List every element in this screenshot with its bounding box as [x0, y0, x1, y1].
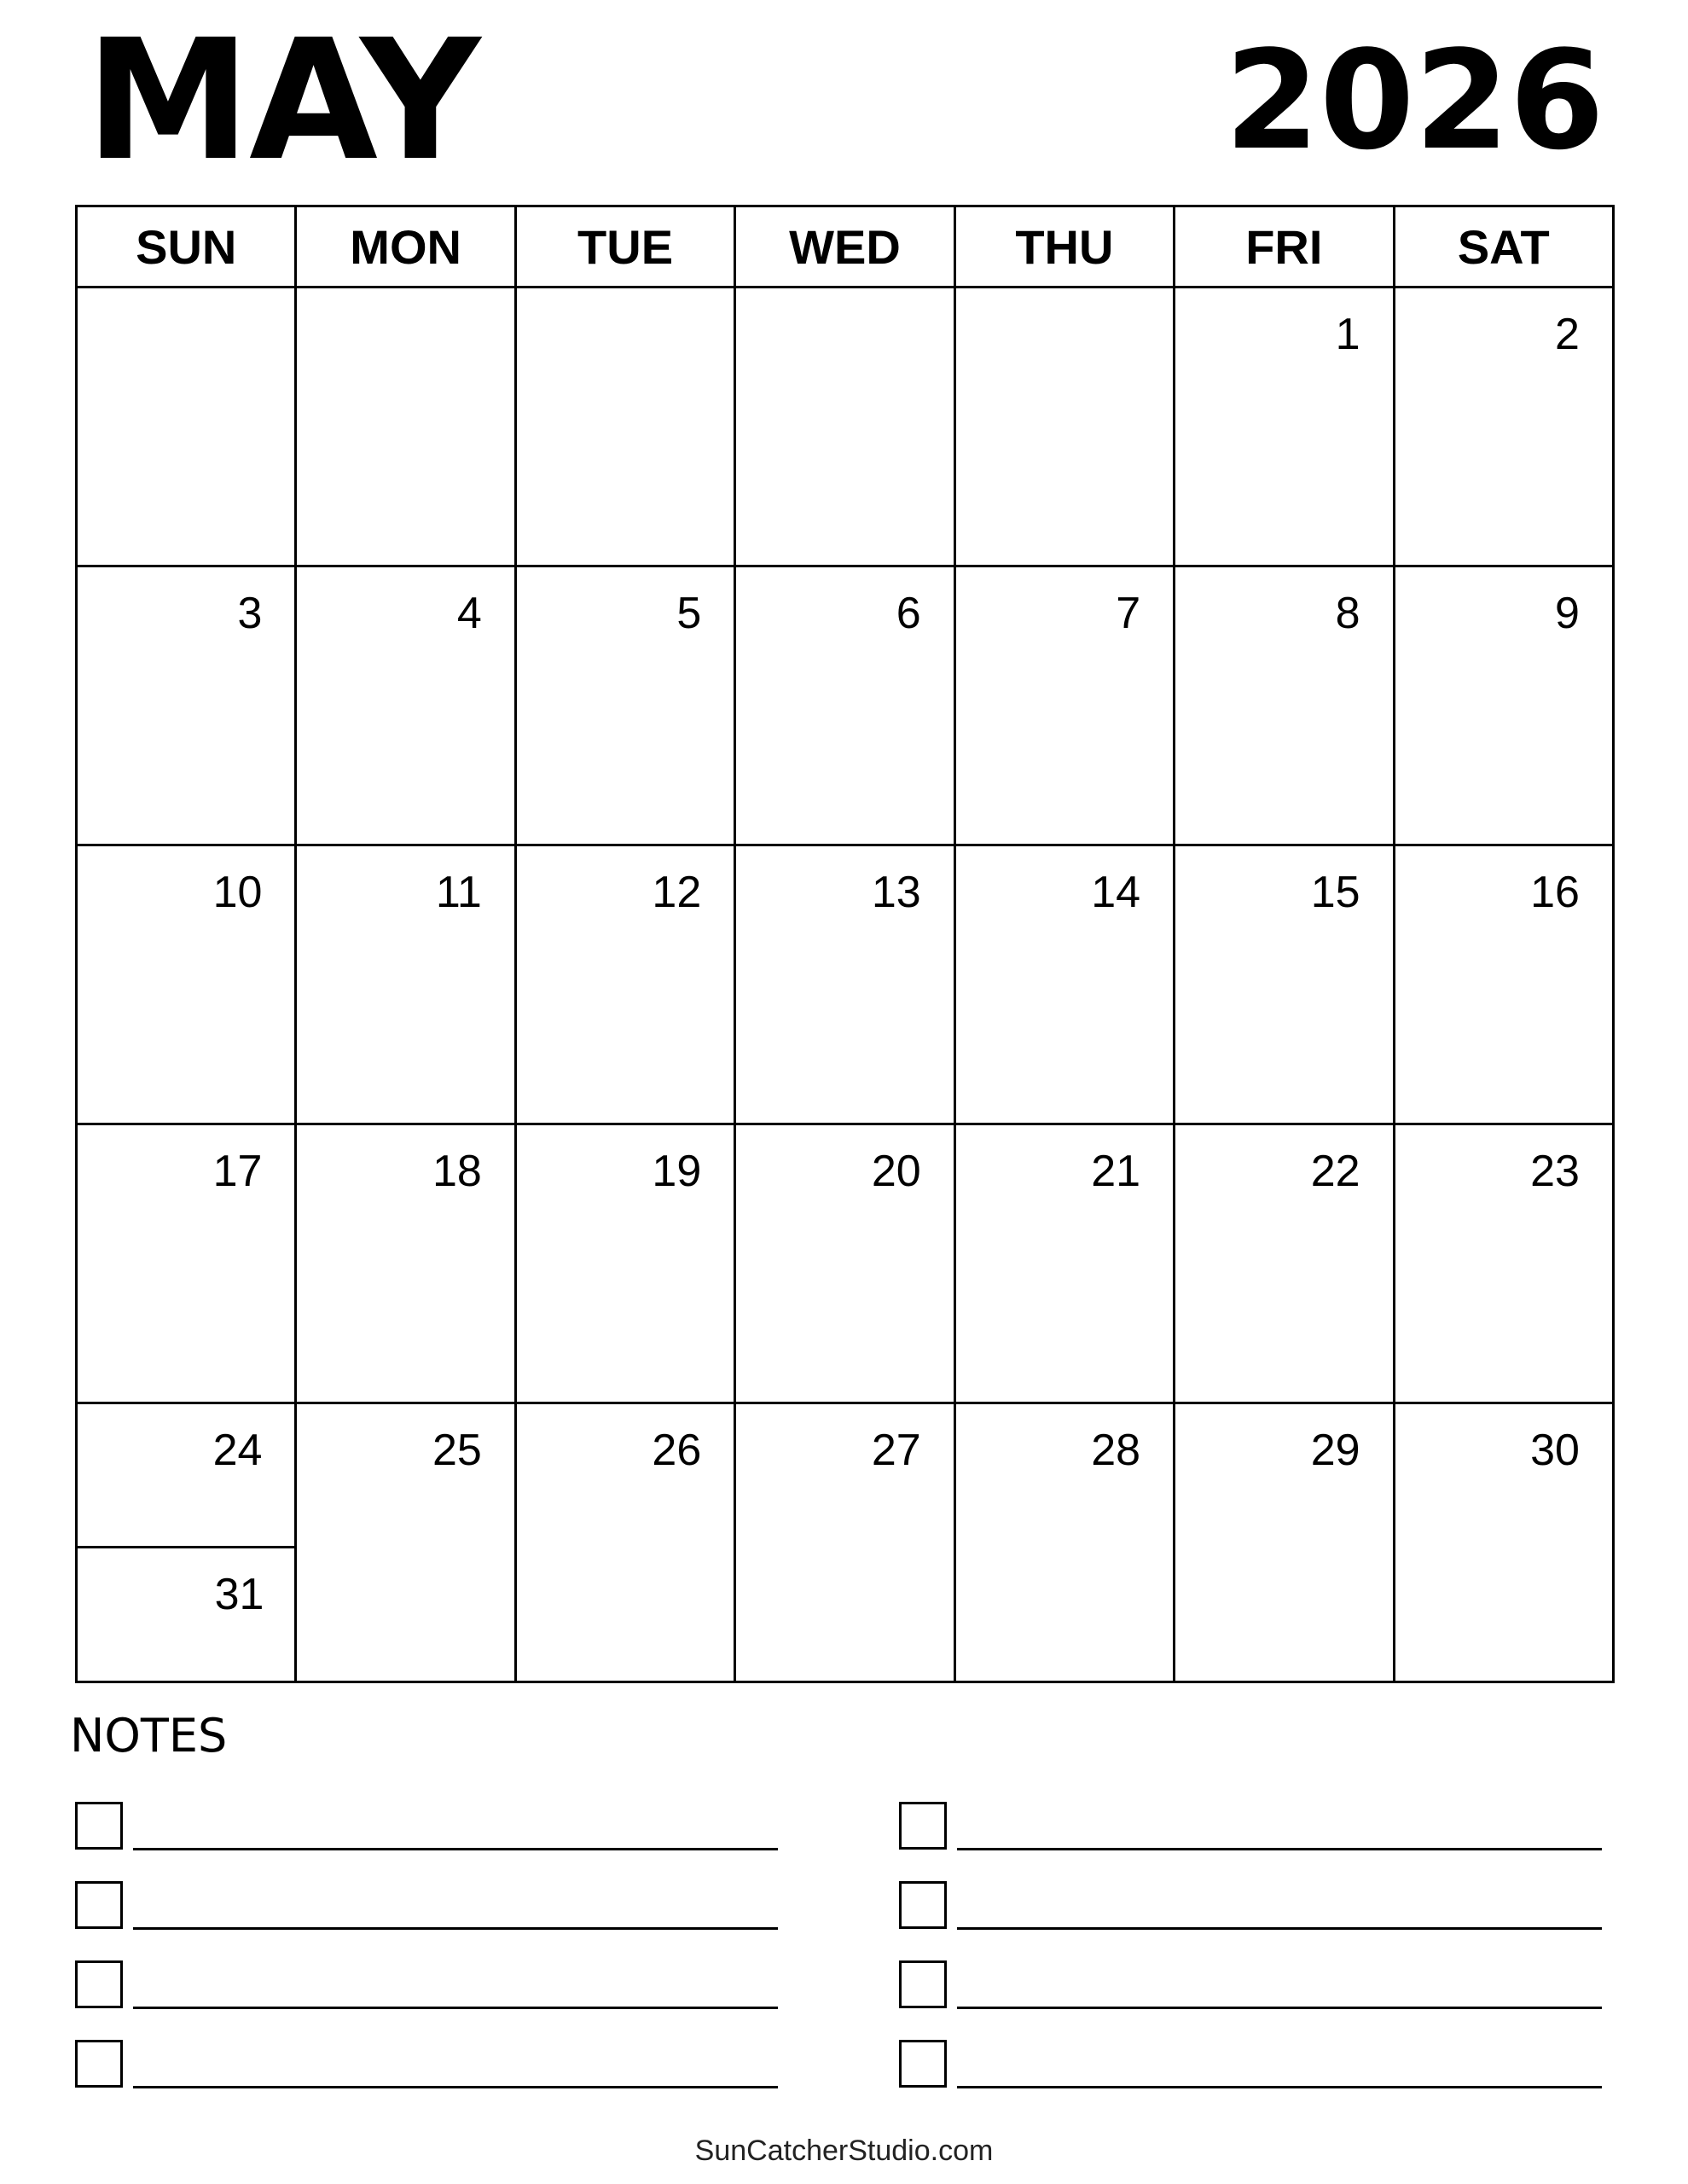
weekday-mon: MON — [297, 207, 516, 286]
day-cell[interactable] — [1175, 1404, 1395, 1681]
notes-title: NOTES — [70, 1709, 228, 1763]
weekday-header-row — [78, 207, 1612, 288]
footer-credit: SunCatcherStudio.com — [694, 2135, 994, 2167]
day-number: 1 — [1335, 310, 1360, 359]
day-number: 3 — [237, 589, 263, 638]
note-line[interactable] — [133, 2086, 778, 2088]
calendar-grid — [75, 205, 1615, 1683]
day-cell[interactable] — [78, 1125, 297, 1402]
day-number: 18 — [432, 1147, 482, 1196]
day-cell[interactable] — [517, 567, 736, 844]
day-cell[interactable] — [78, 567, 297, 844]
day-cell[interactable] — [1395, 1404, 1612, 1681]
day-cell[interactable] — [736, 567, 955, 844]
day-cell[interactable] — [78, 1548, 294, 1681]
day-number: 7 — [1116, 589, 1141, 638]
day-number: 9 — [1555, 589, 1580, 638]
note-checkbox[interactable] — [899, 1802, 947, 1850]
week-row-2 — [78, 567, 1612, 846]
month-title: MAY — [85, 3, 479, 197]
note-checkbox[interactable] — [899, 1960, 947, 2008]
day-number: 8 — [1335, 589, 1360, 638]
day-cell[interactable] — [297, 846, 516, 1123]
week-row-3 — [78, 846, 1612, 1125]
note-item — [75, 1881, 783, 1960]
day-number: 2 — [1555, 310, 1580, 359]
note-line[interactable] — [957, 1927, 1602, 1930]
week-row-4 — [78, 1125, 1612, 1404]
weekday-fri: FRI — [1175, 207, 1395, 286]
day-number: 28 — [1091, 1426, 1141, 1475]
day-cell[interactable] — [78, 1404, 294, 1548]
weekday-wed: WED — [736, 207, 955, 286]
weekday-sun: SUN — [78, 207, 297, 286]
weekday-thu: THU — [956, 207, 1175, 286]
day-number: 27 — [871, 1426, 921, 1475]
note-line[interactable] — [133, 2007, 778, 2009]
week-row-5 — [78, 1404, 1612, 1681]
day-number: 26 — [652, 1426, 702, 1475]
note-item — [899, 1960, 1607, 2040]
day-cell[interactable] — [517, 846, 736, 1123]
note-checkbox[interactable] — [75, 1802, 123, 1850]
day-cell[interactable] — [297, 567, 516, 844]
weeks-container — [78, 288, 1612, 1681]
note-line[interactable] — [957, 1848, 1602, 1850]
note-item — [899, 1802, 1607, 1881]
day-cell[interactable] — [736, 288, 955, 565]
day-cell[interactable] — [1395, 567, 1612, 844]
day-cell[interactable] — [78, 288, 297, 565]
note-item — [899, 2040, 1607, 2119]
day-number: 11 — [435, 868, 482, 917]
weekday-tue: TUE — [517, 207, 736, 286]
day-number: 20 — [871, 1147, 921, 1196]
note-line[interactable] — [957, 2086, 1602, 2088]
year-title: 2026 — [1224, 20, 1604, 180]
day-cell[interactable] — [1175, 1125, 1395, 1402]
week-row-1 — [78, 288, 1612, 567]
note-checkbox[interactable] — [899, 2040, 947, 2088]
day-number: 12 — [652, 868, 702, 917]
note-checkbox[interactable] — [75, 1960, 123, 2008]
day-number: 5 — [676, 589, 702, 638]
day-number: 17 — [212, 1147, 263, 1196]
note-item — [75, 1960, 783, 2040]
day-cell[interactable] — [956, 1125, 1175, 1402]
day-number: 15 — [1310, 868, 1360, 917]
day-number: 13 — [871, 868, 921, 917]
day-cell[interactable] — [956, 288, 1175, 565]
day-cell[interactable] — [517, 1125, 736, 1402]
day-cell[interactable] — [297, 1404, 516, 1681]
day-number: 25 — [432, 1426, 482, 1475]
notes-column-left — [75, 1802, 783, 2119]
note-checkbox[interactable] — [75, 1881, 123, 1929]
day-number: 14 — [1091, 868, 1141, 917]
day-number: 19 — [652, 1147, 702, 1196]
day-cell[interactable] — [297, 288, 516, 565]
day-cell[interactable] — [1395, 1125, 1612, 1402]
note-line[interactable] — [133, 1927, 778, 1930]
note-item — [75, 2040, 783, 2119]
day-number: 24 — [212, 1426, 263, 1475]
day-number: 31 — [214, 1570, 264, 1619]
day-number: 16 — [1530, 868, 1580, 917]
day-cell[interactable] — [1175, 567, 1395, 844]
day-cell[interactable] — [956, 846, 1175, 1123]
day-cell[interactable] — [736, 1125, 955, 1402]
note-checkbox[interactable] — [899, 1881, 947, 1929]
day-cell[interactable] — [1395, 846, 1612, 1123]
day-number: 29 — [1310, 1426, 1360, 1475]
day-cell[interactable] — [1395, 288, 1612, 565]
day-cell-split — [78, 1404, 297, 1681]
note-line[interactable] — [957, 2007, 1602, 2009]
day-cell[interactable] — [517, 288, 736, 565]
day-cell[interactable] — [297, 1125, 516, 1402]
day-number: 22 — [1310, 1147, 1360, 1196]
day-number: 4 — [456, 589, 482, 638]
note-checkbox[interactable] — [75, 2040, 123, 2088]
day-cell[interactable] — [956, 1404, 1175, 1681]
day-number: 10 — [212, 868, 263, 917]
day-cell[interactable] — [736, 1404, 955, 1681]
day-cell[interactable] — [78, 846, 297, 1123]
day-cell[interactable] — [956, 567, 1175, 844]
note-line[interactable] — [133, 1848, 778, 1850]
day-cell[interactable] — [517, 1404, 736, 1681]
note-item — [899, 1881, 1607, 1960]
notes-column-right — [899, 1802, 1607, 2119]
note-item — [75, 1802, 783, 1881]
day-cell[interactable] — [736, 846, 955, 1123]
day-number: 30 — [1530, 1426, 1580, 1475]
weekday-sat: SAT — [1457, 219, 1550, 274]
day-cell[interactable] — [1175, 846, 1395, 1123]
day-number: 6 — [896, 589, 921, 638]
day-number: 23 — [1530, 1147, 1580, 1196]
day-number: 21 — [1091, 1147, 1141, 1196]
day-cell[interactable] — [1175, 288, 1395, 565]
